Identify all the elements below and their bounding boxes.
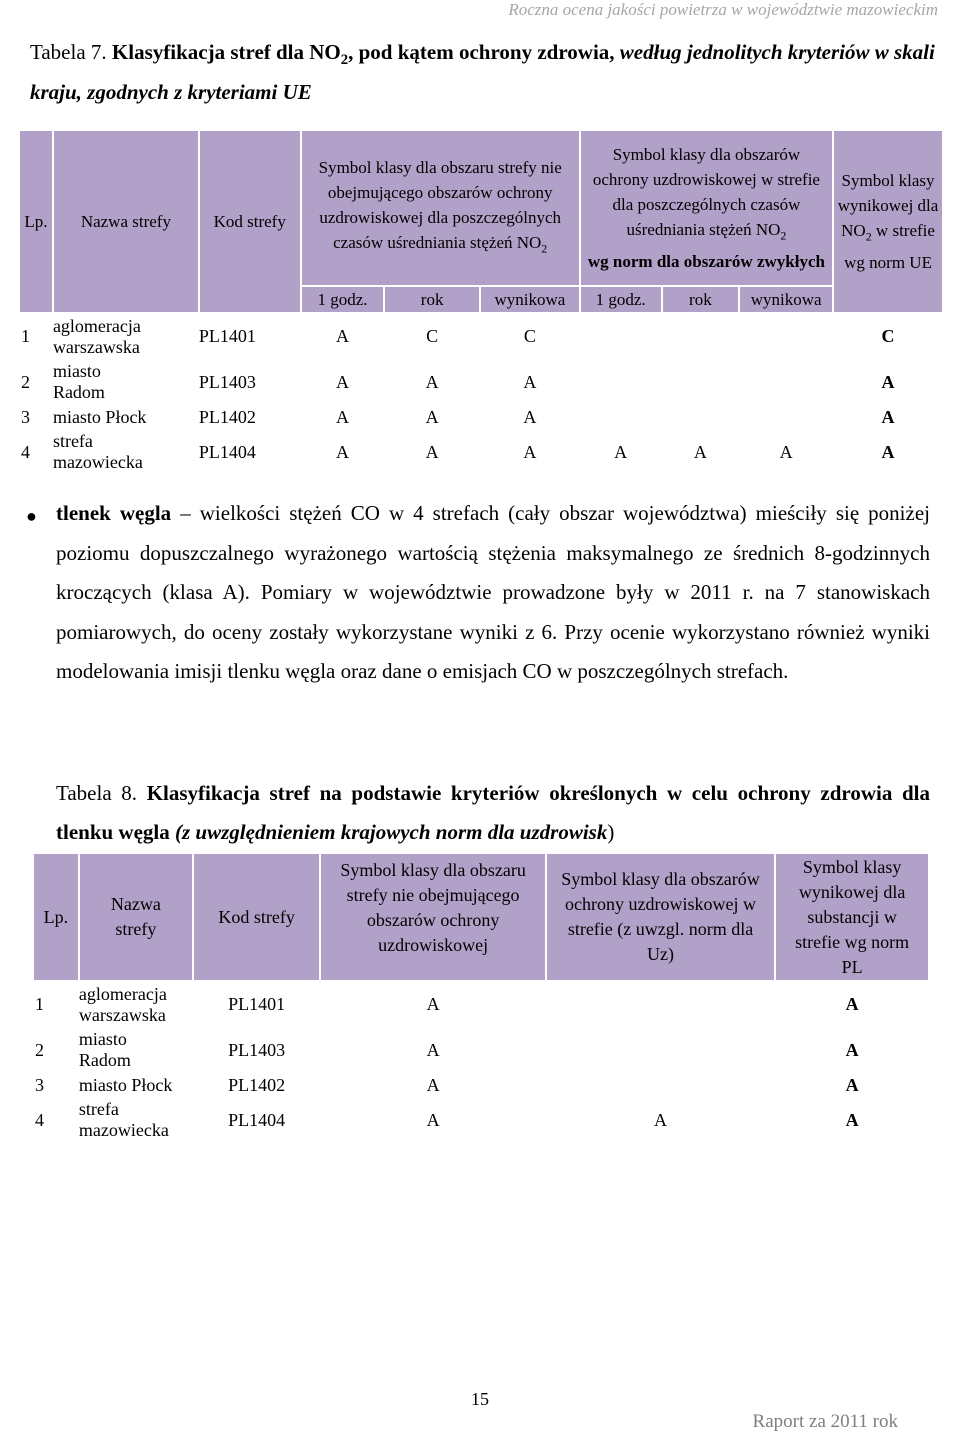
row-code: PL1403 bbox=[198, 371, 256, 392]
table8-caption: Tabela 8. Klasyfikacja stref na podstawie kryteriów określonych w celu ochrony zdrowia dla tlenku węgla (z uwzględnieniem krajowych norm dla uzdrowisk) bbox=[56, 781, 930, 844]
row-value bbox=[580, 313, 662, 359]
row-value: A bbox=[614, 441, 628, 462]
table8-header-name: Nazwa strefy bbox=[79, 853, 193, 981]
row-value: A bbox=[426, 994, 440, 1014]
co-paragraph-text: – wielkości stężeń CO w 4 strefach (cały obszar województwa) mieściły się poniżej poziomu dopuszczalnego wyrażonego wartością stężenia maksymalnego ze średnich 8-godzinnych kroczących (klasa A). Pomiary w województwie prowadzone były w 2011 r. na 7 stanowiskach pomiarowych, do oceny zostały wykorzystane wyniki z 6. Przy ocenie wykorzystano również wyniki modelowania imisji tlenku węgla oraz dane o emisjach CO w poszczególnych strefach. bbox=[56, 501, 930, 683]
row-value: A bbox=[335, 406, 349, 427]
row-value: C bbox=[426, 326, 439, 346]
row-name: strefa mazowiecka bbox=[78, 1099, 169, 1140]
table7 bbox=[18, 129, 944, 475]
table-row bbox=[33, 981, 929, 1027]
table8-caption-italic: (z uwzględnieniem krajowych norm dla uzdrowisk bbox=[169, 820, 608, 844]
row-result: A bbox=[881, 406, 895, 427]
row-value bbox=[662, 405, 740, 429]
row-code: PL1401 bbox=[198, 326, 256, 346]
row-value: A bbox=[425, 406, 439, 427]
row-lp: 4 bbox=[21, 441, 30, 462]
table-row bbox=[19, 359, 943, 405]
co-paragraph bbox=[56, 494, 930, 692]
table7-caption-italic: według jednolitych kryteriów w skali kraju, zgodnych z kryteriami UE bbox=[30, 40, 935, 105]
row-value: A bbox=[426, 1074, 440, 1095]
row-name: miasto Płock bbox=[52, 406, 147, 427]
row-lp: 2 bbox=[35, 1039, 44, 1060]
table7-header-group2: Symbol klasy dla obszarów ochrony uzdrowiskowej w strefie dla poszczególnych czasów uśredniania stężeń $NO_2$ wg norm dla obszarów zwykłych bbox=[580, 130, 833, 286]
row-value bbox=[546, 1027, 775, 1073]
row-value: A bbox=[425, 371, 439, 392]
table8-header-col1: Symbol klasy dla obszaru strefy nie obejmującego obszarów ochrony uzdrowiskowej bbox=[320, 853, 545, 981]
row-lp: 4 bbox=[35, 1109, 44, 1130]
table8-header-col3: Symbol klasy wynikowej dla substancji w strefie wg norm PL bbox=[775, 853, 929, 981]
row-value bbox=[739, 359, 833, 405]
row-value: A bbox=[335, 326, 349, 346]
table-row bbox=[33, 1097, 929, 1143]
bullet-dot: ● bbox=[26, 506, 37, 526]
co-paragraph-term: tlenek węgla bbox=[56, 501, 172, 525]
row-result: A bbox=[881, 371, 895, 392]
row-lp: 3 bbox=[21, 406, 30, 427]
row-result: A bbox=[881, 441, 895, 462]
row-value: A bbox=[335, 371, 349, 392]
row-value bbox=[580, 405, 662, 429]
table-row bbox=[19, 405, 943, 429]
row-value bbox=[546, 1073, 775, 1097]
row-result: C bbox=[881, 326, 895, 346]
table7-header-name: Nazwa strefy bbox=[53, 130, 199, 313]
table8-header-lp: Lp. bbox=[33, 853, 79, 981]
row-value: A bbox=[654, 1109, 668, 1130]
table7-sub-header: rok bbox=[662, 286, 740, 313]
row-value: A bbox=[426, 1039, 440, 1060]
row-code: PL1404 bbox=[228, 1109, 286, 1130]
row-value bbox=[662, 313, 740, 359]
row-lp: 1 bbox=[35, 994, 44, 1014]
table-row bbox=[33, 1027, 929, 1073]
row-value bbox=[546, 981, 775, 1027]
table7-caption: Tabela 7. Klasyfikacja stref dla $NO_2$, pod kątem ochrony zdrowia, według jednolitych kryteriów w skali kraju, zgodnych z kryteriami UE bbox=[30, 40, 935, 105]
row-result: A bbox=[845, 1074, 859, 1095]
row-value bbox=[580, 359, 662, 405]
page-number: 15 bbox=[471, 1389, 489, 1409]
running-header: Roczna ocena jakości powietrza w województwie mazowieckim bbox=[508, 0, 938, 19]
table-row bbox=[19, 429, 943, 475]
row-name: miasto Radom bbox=[78, 1029, 131, 1070]
table7-header-code: Kod strefy bbox=[199, 130, 301, 313]
row-value: A bbox=[335, 441, 349, 462]
table7-sub-header: rok bbox=[384, 286, 480, 313]
table7-header-result: Symbol klasy wynikowej dla $NO_2$ w strefie wg norm UE bbox=[833, 130, 943, 313]
row-result: A bbox=[845, 1039, 859, 1060]
row-code: PL1402 bbox=[198, 406, 256, 427]
row-value: A bbox=[523, 406, 537, 427]
row-lp: 1 bbox=[21, 326, 30, 346]
page-footer: Raport za 2011 rok bbox=[752, 1411, 898, 1432]
row-value bbox=[739, 313, 833, 359]
row-code: PL1401 bbox=[228, 994, 286, 1014]
row-name: miasto Płock bbox=[78, 1074, 173, 1095]
table7-sub-header: wynikowa bbox=[739, 286, 833, 313]
table7-header-group1: Symbol klasy dla obszaru strefy nie obejmującego obszarów ochrony uzdrowiskowej dla poszczególnych czasów uśredniania stężeń $NO_2$ bbox=[301, 130, 580, 286]
table7-header-lp: Lp. bbox=[19, 130, 53, 313]
row-name: strefa mazowiecka bbox=[52, 431, 143, 472]
row-code: PL1404 bbox=[198, 441, 256, 462]
table7-caption-bold: Klasyfikacja stref dla $NO_2$, pod kątem ochrony zdrowia, bbox=[111, 40, 615, 69]
row-value bbox=[662, 359, 740, 405]
row-name: aglomeracja warszawska bbox=[52, 315, 141, 357]
table8 bbox=[32, 852, 930, 1143]
row-code: PL1403 bbox=[228, 1039, 286, 1060]
table8-header-code: Kod strefy bbox=[193, 853, 321, 981]
row-value: A bbox=[425, 441, 439, 462]
row-value: A bbox=[426, 1109, 440, 1130]
row-value bbox=[739, 405, 833, 429]
row-value: A bbox=[693, 441, 707, 462]
row-result: A bbox=[845, 1109, 859, 1130]
row-lp: 3 bbox=[35, 1074, 44, 1095]
table7-sub-header: 1 godz. bbox=[301, 286, 385, 313]
row-name: aglomeracja warszawska bbox=[78, 983, 167, 1025]
table8-header-col2: Symbol klasy dla obszarów ochrony uzdrowiskowej w strefie (z uwzgl. norm dla Uz) bbox=[546, 853, 775, 981]
table-row bbox=[33, 1073, 929, 1097]
table8-caption-bold: Klasyfikacja stref na podstawie kryteriów określonych w celu ochrony zdrowia dla tlenku węgla bbox=[56, 781, 930, 844]
row-name: miasto Radom bbox=[52, 361, 105, 402]
table-row bbox=[19, 313, 943, 359]
row-result: A bbox=[845, 994, 859, 1014]
row-value: A bbox=[779, 441, 793, 462]
row-lp: 2 bbox=[21, 371, 30, 392]
row-value: A bbox=[523, 441, 537, 462]
table7-sub-header: wynikowa bbox=[480, 286, 580, 313]
row-value: C bbox=[523, 326, 536, 346]
row-code: PL1402 bbox=[228, 1074, 286, 1095]
row-value: A bbox=[523, 371, 537, 392]
table7-sub-header: 1 godz. bbox=[580, 286, 662, 313]
